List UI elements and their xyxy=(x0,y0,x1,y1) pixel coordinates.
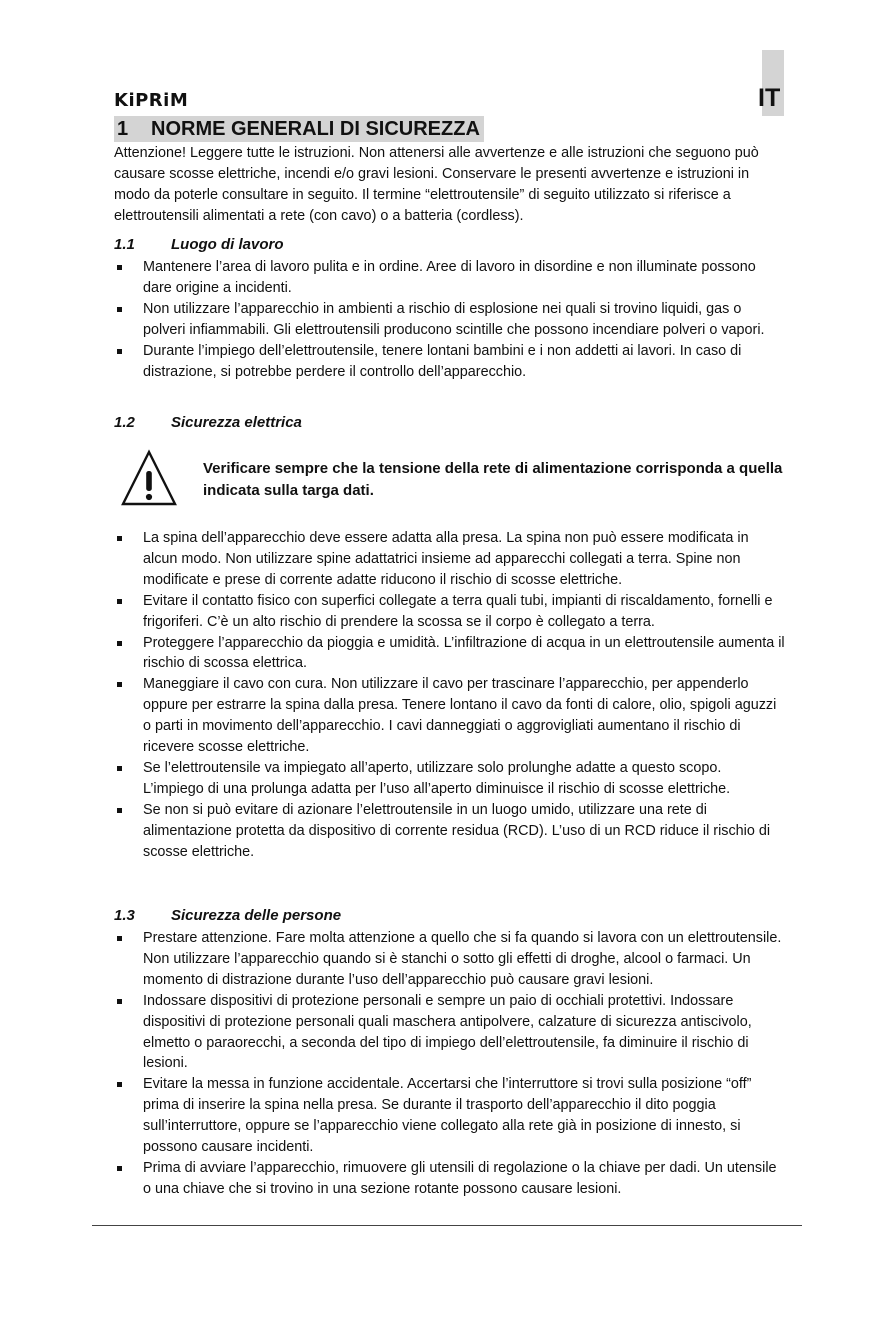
list-1-1 xyxy=(114,257,786,382)
list-item: Se l’elettroutensile va impiegato all’aperto, utilizzare solo prolunghe adatte a questo scopo. L’impiego di una prolunga adatta per l’uso all’aperto diminuisce il rischio di scosse elettriche. xyxy=(114,758,786,800)
language-label: IT xyxy=(758,84,781,112)
brand-logo: KiPRiM xyxy=(114,90,189,111)
list-1-2 xyxy=(114,528,786,863)
list-item: Non utilizzare l’apparecchio in ambienti a rischio di esplosione nei quali si trovino liquidi, gas o polveri infiammabili. Gli elettroutensili producono scintille che possono incendiare polveri o vapori. xyxy=(114,299,786,341)
list-item: Proteggere l’apparecchio da pioggia e umidità. L’infiltrazione di acqua in un elettroutensile aumenta il rischio di scossa elettrica. xyxy=(114,633,786,675)
list-item: Prestare attenzione. Fare molta attenzione a quello che si fa quando si lavora con un elettroutensile. Non utilizzare l’apparecchio quando si è stanchi o sotto gli effetti di droghe, alcool o farmaci. Un momento di distrazione durante l’uso dell’apparecchio può causare gravi lesioni. xyxy=(114,928,786,991)
section-title xyxy=(114,116,484,142)
list-item: La spina dell’apparecchio deve essere adatta alla presa. La spina non può essere modificata in alcun modo. Non utilizzare spine adattatrici insieme ad apparecchi collegati a terra. Spine non modificate e prese di corrente adatte riducono il rischio di scosse elettriche. xyxy=(114,528,786,591)
list-item: Mantenere l’area di lavoro pulita e in ordine. Aree di lavoro in disordine e non illuminate possono dare origine a incidenti. xyxy=(114,257,786,299)
subsection-number: 1.1 xyxy=(114,236,135,253)
list-item: Prima di avviare l’apparecchio, rimuovere gli utensili di regolazione o la chiave per dadi. Un utensile o una chiave che si trovino in una sezione rotante possono causare lesioni. xyxy=(114,1158,786,1200)
subsection-title-text: Sicurezza delle persone xyxy=(171,907,342,924)
section-title-text: NORME GENERALI DI SICUREZZA xyxy=(151,118,480,140)
list-item: Evitare il contatto fisico con superfici collegate a terra quali tubi, impianti di riscaldamento, fornelli e frigoriferi. C’è un alto rischio di prendere la scossa se il corpo è collegato a terra. xyxy=(114,591,786,633)
intro-paragraph: Attenzione! Leggere tutte le istruzioni. Non attenersi alle avvertenze e alle istruzioni che seguono può causare scosse elettriche, incendi e/o gravi lesioni. Conservare le presenti avvertenze e istruzioni in modo da poterle consultare in seguito. Il termine “elettroutensile” di seguito utilizzato si riferisce a elettroutensili alimentati a rete (con cavo) o a batteria (cordless). xyxy=(114,145,759,224)
list-item: Maneggiare il cavo con cura. Non utilizzare il cavo per trascinare l’apparecchio, per appenderlo oppure per estrarre la spina dalla presa. Tenere lontano il cavo da fonti di calore, olio, spigoli aguzzi o parti in movimento dell’apparecchio. I cavi danneggiati o aggrovigliati aumentano il rischio di ricevere scosse elettriche. xyxy=(114,674,786,758)
subsection-title-text: Sicurezza elettrica xyxy=(171,414,302,431)
warning-text: Verificare sempre che la tensione della rete di alimentazione corrisponda a quella indicata sulla targa dati. xyxy=(203,460,783,499)
list-1-3 xyxy=(114,928,786,1200)
subsection-title-1-3 xyxy=(114,907,341,924)
subsection-title-1-1 xyxy=(114,236,284,253)
warning-triangle-icon xyxy=(120,449,178,507)
subsection-number: 1.3 xyxy=(114,907,135,924)
subsection-number: 1.2 xyxy=(114,414,135,431)
section-number: 1 xyxy=(117,118,129,140)
footer-divider xyxy=(92,1225,802,1226)
list-item: Se non si può evitare di azionare l’elettroutensile in un luogo umido, utilizzare una rete di alimentazione protetta da dispositivo di corrente residua (RCD). L’uso di un RCD riduce il rischio di scosse elettriche. xyxy=(114,800,786,863)
subsection-title-text: Luogo di lavoro xyxy=(171,236,284,253)
list-item: Evitare la messa in funzione accidentale. Accertarsi che l’interruttore si trovi sulla posizione “off” prima di inserire la spina nella presa. Se durante il trasporto dell’apparecchio il dito poggia sull’interruttore, oppure se l’apparecchio viene collegato alla rete già in posizione di innesto, si possono causare incidenti. xyxy=(114,1074,786,1158)
subsection-title-1-2 xyxy=(114,414,302,431)
list-item: Indossare dispositivi di protezione personali e sempre un paio di occhiali protettivi. Indossare dispositivi di protezione personali quali maschera antipolvere, calzature di sicurezza antiscivolo, elmetto o paraorecchi, a seconda del tipo di impiego dell’elettroutensile, fa diminuire il rischio di lesioni. xyxy=(114,991,786,1075)
list-item: Durante l’impiego dell’elettroutensile, tenere lontani bambini e i non addetti ai lavori. In caso di distrazione, si potrebbe perdere il controllo dell’apparecchio. xyxy=(114,341,786,383)
